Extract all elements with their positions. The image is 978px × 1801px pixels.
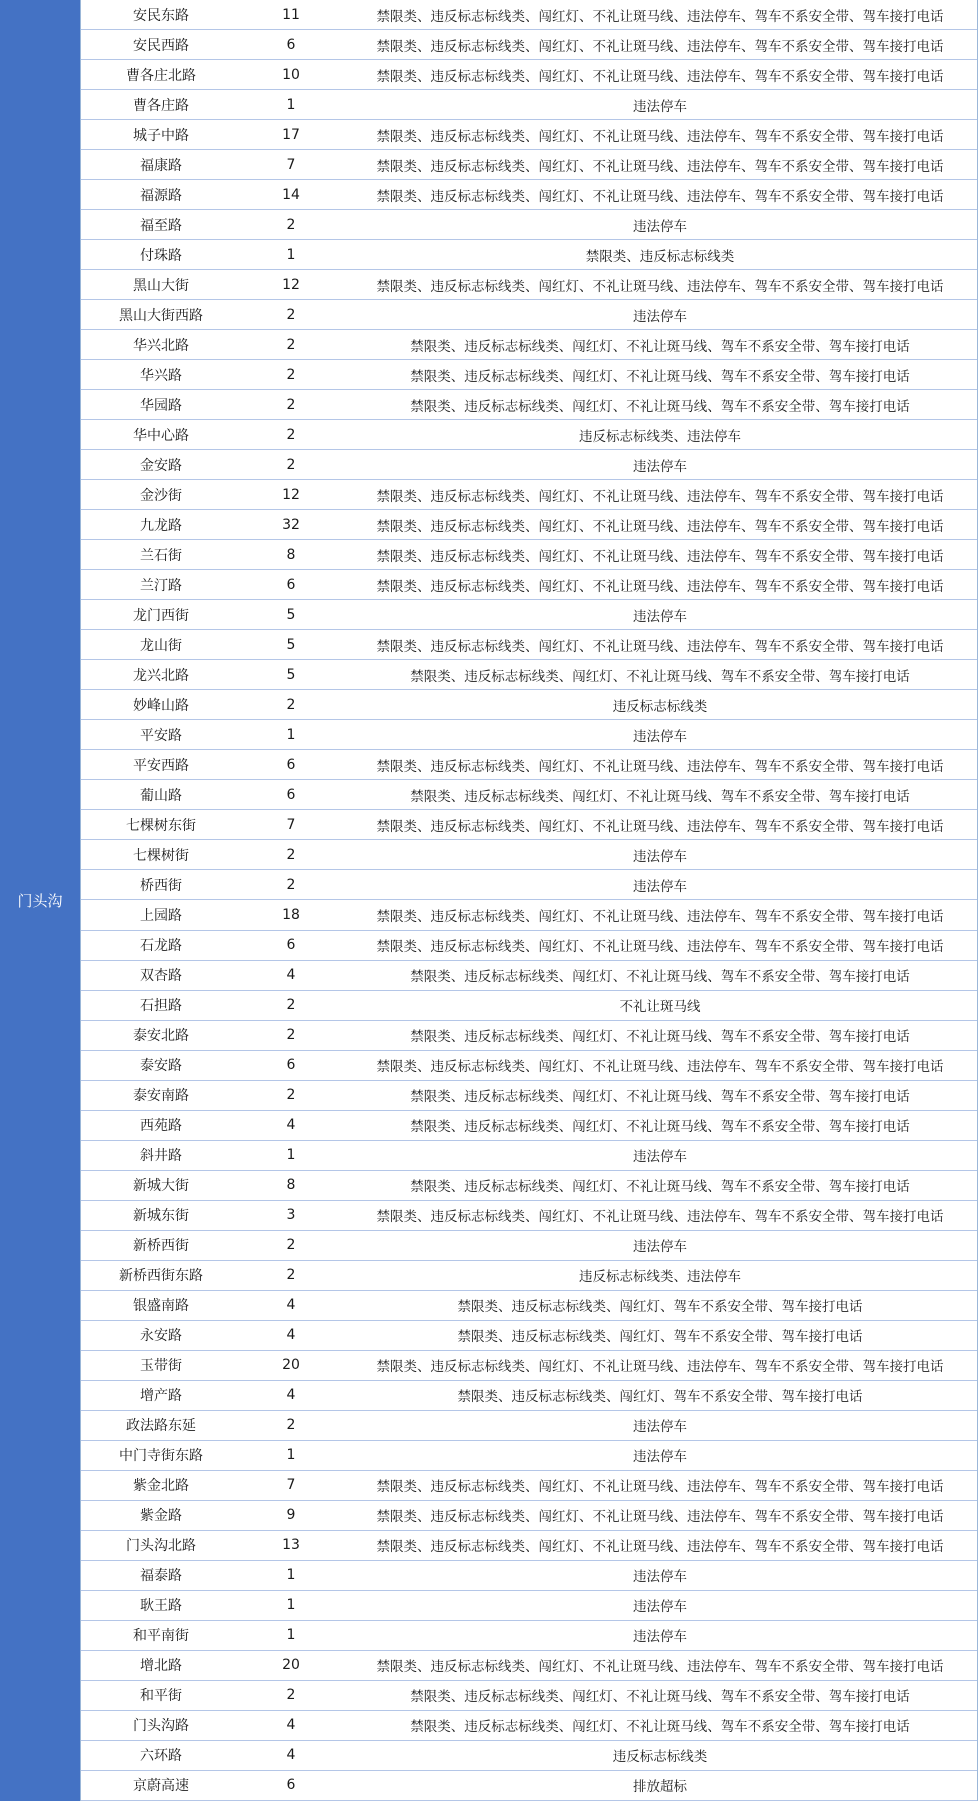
road-cell: 龙山街: [140, 637, 182, 654]
table-row: [81, 810, 977, 840]
count-cell: 10: [282, 66, 300, 83]
violation-types-cell: 禁限类、违反标志标线类、闯红灯、不礼让斑马线、驾车不系安全带、驾车接打电话: [410, 1179, 910, 1196]
count-cell: 6: [286, 786, 296, 803]
table-row: [81, 570, 977, 600]
road-cell: 龙门西街: [133, 607, 189, 624]
violation-types-cell: 禁限类、违反标志标线类: [585, 248, 735, 265]
violation-types-cell: 禁限类、违反标志标线类、闯红灯、不礼让斑马线、驾车不系安全带、驾车接打电话: [410, 969, 910, 986]
violation-types-cell: 禁限类、违反标志标线类、闯红灯、不礼让斑马线、违法停车、驾车不系安全带、驾车接打电话: [376, 8, 944, 25]
district-cell: [0, 0, 80, 1801]
count-cell: 6: [286, 36, 296, 53]
table-row: [81, 480, 977, 510]
violation-types-cell: 违反标志标线类: [612, 698, 708, 715]
table-row: [81, 961, 977, 991]
table-row: [81, 120, 977, 150]
road-cell: 新城东街: [133, 1208, 189, 1225]
table-row: [81, 1261, 977, 1291]
count-cell: 2: [286, 1267, 296, 1284]
violation-types-cell: 禁限类、违反标志标线类、闯红灯、不礼让斑马线、驾车不系安全带、驾车接打电话: [410, 1119, 910, 1136]
table-row: [81, 720, 977, 750]
violation-types-cell: 禁限类、违反标志标线类、闯红灯、不礼让斑马线、违法停车、驾车不系安全带、驾车接打电话: [376, 1479, 944, 1496]
road-cell: 增产路: [140, 1388, 182, 1405]
road-cell: 金沙街: [140, 487, 182, 504]
road-cell: 门头沟北路: [126, 1538, 196, 1555]
table-row: [81, 390, 977, 420]
road-cell: 金安路: [140, 457, 182, 474]
violation-types-cell: 违法停车: [633, 1419, 687, 1436]
table-row: [81, 1471, 977, 1501]
violation-types-cell: 禁限类、违反标志标线类、闯红灯、不礼让斑马线、违法停车、驾车不系安全带、驾车接打电话: [376, 1509, 944, 1526]
violation-types-cell: 禁限类、违反标志标线类、闯红灯、不礼让斑马线、驾车不系安全带、驾车接打电话: [410, 1719, 910, 1736]
road-cell: 福源路: [140, 187, 182, 204]
violation-types-cell: 违法停车: [633, 1239, 687, 1256]
violation-types-cell: 禁限类、违反标志标线类、闯红灯、不礼让斑马线、驾车不系安全带、驾车接打电话: [410, 1089, 910, 1106]
violation-types-cell: 违反标志标线类、违法停车: [579, 428, 741, 445]
violation-types-cell: 禁限类、违反标志标线类、闯红灯、不礼让斑马线、违法停车、驾车不系安全带、驾车接打电话: [376, 68, 944, 85]
table-row: [81, 1501, 977, 1531]
violation-types-cell: 违法停车: [633, 1629, 687, 1646]
count-cell: 4: [286, 1717, 296, 1734]
table-row: [81, 931, 977, 961]
count-cell: 4: [286, 1297, 296, 1314]
violation-types-cell: 禁限类、违反标志标线类、闯红灯、不礼让斑马线、违法停车、驾车不系安全带、驾车接打电话: [376, 818, 944, 835]
count-cell: 1: [286, 1627, 296, 1644]
count-cell: 4: [286, 1387, 296, 1404]
count-cell: 7: [286, 156, 296, 173]
road-cell: 双杏路: [140, 968, 182, 985]
count-cell: 1: [286, 1447, 296, 1464]
road-cell: 石龙路: [140, 938, 182, 955]
violation-types-cell: 禁限类、违反标志标线类、闯红灯、不礼让斑马线、驾车不系安全带、驾车接打电话: [410, 1689, 910, 1706]
table-row: [81, 180, 977, 210]
count-cell: 20: [282, 1657, 300, 1674]
table-row: [81, 60, 977, 90]
table-row: [81, 270, 977, 300]
table-row: [81, 360, 977, 390]
road-cell: 新城大街: [133, 1178, 189, 1195]
road-cell: 增北路: [140, 1658, 182, 1675]
road-cell: 华兴北路: [133, 337, 189, 354]
road-cell: 门头沟路: [133, 1718, 189, 1735]
violation-types-cell: 禁限类、违反标志标线类、闯红灯、驾车不系安全带、驾车接打电话: [457, 1329, 863, 1346]
table-row: [81, 901, 977, 931]
count-cell: 6: [286, 576, 296, 593]
table-row: [81, 420, 977, 450]
table-row: [81, 1231, 977, 1261]
table-row: [81, 1291, 977, 1321]
table-row: [81, 1381, 977, 1411]
table-row: [81, 1591, 977, 1621]
road-cell: 平安西路: [133, 757, 189, 774]
road-cell: 妙峰山路: [133, 697, 189, 714]
road-cell: 泰安南路: [133, 1088, 189, 1105]
count-cell: 4: [286, 967, 296, 984]
table-row: [81, 660, 977, 690]
violation-types-cell: 违反标志标线类、违法停车: [579, 1269, 741, 1286]
violation-types-cell: 违法停车: [633, 308, 687, 325]
table-row: [81, 330, 977, 360]
table-row: [81, 1771, 977, 1801]
road-cell: 福至路: [140, 217, 182, 234]
violation-types-cell: 违法停车: [633, 1569, 687, 1586]
table-row: [81, 1711, 977, 1741]
count-cell: 4: [286, 1117, 296, 1134]
count-cell: 2: [286, 1087, 296, 1104]
count-cell: 5: [286, 636, 296, 653]
road-cell: 西苑路: [140, 1118, 182, 1135]
road-cell: 石担路: [140, 998, 182, 1015]
count-cell: 7: [286, 1477, 296, 1494]
count-cell: 2: [286, 306, 296, 323]
violation-types-cell: 禁限类、违反标志标线类、闯红灯、不礼让斑马线、违法停车、驾车不系安全带、驾车接打电话: [376, 1539, 944, 1556]
table-row: [81, 630, 977, 660]
count-cell: 8: [286, 1177, 296, 1194]
road-cell: 安民西路: [133, 37, 189, 54]
road-cell: 银盛南路: [133, 1298, 189, 1315]
road-cell: 九龙路: [140, 517, 182, 534]
table-row: [81, 1441, 977, 1471]
table-row: [81, 750, 977, 780]
violation-types-cell: 禁限类、违反标志标线类、闯红灯、驾车不系安全带、驾车接打电话: [457, 1299, 863, 1316]
violation-types-cell: 禁限类、违反标志标线类、闯红灯、不礼让斑马线、违法停车、驾车不系安全带、驾车接打电话: [376, 758, 944, 775]
count-cell: 9: [286, 1507, 296, 1524]
district-label: 门头沟: [17, 892, 63, 910]
violation-types-cell: 违法停车: [633, 848, 687, 865]
table-row: [81, 1561, 977, 1591]
table-row: [81, 1111, 977, 1141]
table-row: [81, 240, 977, 270]
road-cell: 六环路: [140, 1748, 182, 1765]
table-row: [81, 600, 977, 630]
road-cell: 政法路东延: [126, 1418, 196, 1435]
count-cell: 2: [286, 366, 296, 383]
violation-types-cell: 禁限类、违反标志标线类、闯红灯、不礼让斑马线、驾车不系安全带、驾车接打电话: [410, 788, 910, 805]
violation-types-cell: 禁限类、违反标志标线类、闯红灯、不礼让斑马线、违法停车、驾车不系安全带、驾车接打电话: [376, 638, 944, 655]
count-cell: 2: [286, 1417, 296, 1434]
road-cell: 福泰路: [140, 1568, 182, 1585]
road-cell: 兰汀路: [140, 577, 182, 594]
road-cell: 和平南街: [133, 1628, 189, 1645]
table-row: [81, 1081, 977, 1111]
violation-types-cell: 违法停车: [633, 728, 687, 745]
violation-types-cell: 禁限类、违反标志标线类、闯红灯、不礼让斑马线、违法停车、驾车不系安全带、驾车接打电话: [376, 38, 944, 55]
violation-types-cell: 禁限类、违反标志标线类、闯红灯、不礼让斑马线、违法停车、驾车不系安全带、驾车接打电话: [376, 188, 944, 205]
road-cell: 泰安北路: [133, 1028, 189, 1045]
table-row: [81, 1201, 977, 1231]
table-row: [81, 1621, 977, 1651]
count-cell: 2: [286, 336, 296, 353]
count-cell: 2: [286, 997, 296, 1014]
road-cell: 城子中路: [133, 127, 189, 144]
violation-types-cell: 违法停车: [633, 878, 687, 895]
count-cell: 6: [286, 756, 296, 773]
road-cell: 和平街: [140, 1688, 182, 1705]
road-cell: 七棵树东街: [126, 817, 196, 834]
count-cell: 7: [286, 816, 296, 833]
violation-types-cell: 禁限类、违反标志标线类、闯红灯、不礼让斑马线、违法停车、驾车不系安全带、驾车接打电话: [376, 278, 944, 295]
table-row: [81, 690, 977, 720]
violation-types-cell: 禁限类、违反标志标线类、闯红灯、不礼让斑马线、违法停车、驾车不系安全带、驾车接打电话: [376, 548, 944, 565]
road-cell: 中门寺街东路: [119, 1448, 203, 1465]
count-cell: 6: [286, 1777, 296, 1794]
table-row: [81, 0, 977, 30]
violation-types-cell: 禁限类、违反标志标线类、闯红灯、不礼让斑马线、违法停车、驾车不系安全带、驾车接打电话: [376, 1209, 944, 1226]
table-row: [81, 780, 977, 810]
violation-types-cell: 禁限类、违反标志标线类、闯红灯、驾车不系安全带、驾车接打电话: [457, 1389, 863, 1406]
violation-types-cell: 禁限类、违反标志标线类、闯红灯、不礼让斑马线、违法停车、驾车不系安全带、驾车接打电话: [376, 158, 944, 175]
count-cell: 1: [286, 1567, 296, 1584]
road-cell: 付珠路: [140, 247, 182, 264]
count-cell: 2: [286, 396, 296, 413]
count-cell: 8: [286, 546, 296, 563]
count-cell: 32: [282, 516, 300, 533]
road-cell: 泰安路: [140, 1058, 182, 1075]
violation-types-cell: 禁限类、违反标志标线类、闯红灯、不礼让斑马线、驾车不系安全带、驾车接打电话: [410, 398, 910, 415]
road-cell: 平安路: [140, 727, 182, 744]
road-cell: 安民东路: [133, 7, 189, 24]
table-row: [81, 870, 977, 900]
count-cell: 6: [286, 1057, 296, 1074]
road-cell: 桥西街: [140, 877, 182, 894]
table-row: [81, 300, 977, 330]
table-row: [81, 150, 977, 180]
violation-types-cell: 禁限类、违反标志标线类、闯红灯、不礼让斑马线、违法停车、驾车不系安全带、驾车接打电话: [376, 939, 944, 956]
violation-types-cell: 禁限类、违反标志标线类、闯红灯、不礼让斑马线、违法停车、驾车不系安全带、驾车接打电话: [376, 518, 944, 535]
road-cell: 紫金北路: [133, 1478, 189, 1495]
table-row: [81, 1531, 977, 1561]
count-cell: 13: [282, 1537, 300, 1554]
road-cell: 龙兴北路: [133, 667, 189, 684]
road-cell: 曹各庄路: [133, 97, 189, 114]
count-cell: 17: [282, 126, 300, 143]
violation-types-cell: 违法停车: [633, 1599, 687, 1616]
count-cell: 1: [286, 96, 296, 113]
violation-types-cell: 禁限类、违反标志标线类、闯红灯、不礼让斑马线、违法停车、驾车不系安全带、驾车接打电话: [376, 1359, 944, 1376]
count-cell: 2: [286, 696, 296, 713]
violation-types-cell: 禁限类、违反标志标线类、闯红灯、不礼让斑马线、违法停车、驾车不系安全带、驾车接打电话: [376, 488, 944, 505]
road-cell: 京蔚高速: [133, 1778, 189, 1795]
count-cell: 4: [286, 1327, 296, 1344]
road-cell: 华园路: [140, 397, 182, 414]
count-cell: 2: [286, 846, 296, 863]
road-cell: 玉带街: [140, 1358, 182, 1375]
table-row: [81, 1681, 977, 1711]
table-row: [81, 540, 977, 570]
count-cell: 2: [286, 456, 296, 473]
road-cell: 新桥西街东路: [119, 1268, 203, 1285]
violation-types-cell: 违反标志标线类: [612, 1749, 708, 1766]
table-row: [81, 90, 977, 120]
road-cell: 紫金路: [140, 1508, 182, 1525]
count-cell: 2: [286, 216, 296, 233]
table-row: [81, 1321, 977, 1351]
count-cell: 14: [282, 186, 300, 203]
table-row: [81, 210, 977, 240]
table-row: [81, 840, 977, 870]
table-row: [81, 1741, 977, 1771]
table-row: [81, 30, 977, 60]
table-row: [81, 991, 977, 1021]
violation-types-cell: 禁限类、违反标志标线类、闯红灯、不礼让斑马线、违法停车、驾车不系安全带、驾车接打电话: [376, 1059, 944, 1076]
road-cell: 新桥西街: [133, 1238, 189, 1255]
table-row: [81, 1171, 977, 1201]
violation-types-cell: 违法停车: [633, 218, 687, 235]
table-row: [81, 450, 977, 480]
violation-types-cell: 不礼让斑马线: [619, 999, 701, 1016]
table-row: [81, 1141, 977, 1171]
road-cell: 永安路: [140, 1328, 182, 1345]
violation-types-cell: 禁限类、违反标志标线类、闯红灯、不礼让斑马线、驾车不系安全带、驾车接打电话: [410, 338, 910, 355]
table-row: [81, 1411, 977, 1441]
count-cell: 20: [282, 1357, 300, 1374]
count-cell: 1: [286, 246, 296, 263]
count-cell: 1: [286, 726, 296, 743]
road-cell: 曹各庄北路: [126, 67, 196, 84]
violation-types-cell: 违法停车: [633, 608, 687, 625]
road-cell: 华中心路: [133, 427, 189, 444]
violation-types-cell: 禁限类、违反标志标线类、闯红灯、不礼让斑马线、违法停车、驾车不系安全带、驾车接打电话: [376, 909, 944, 925]
road-cell: 斜井路: [140, 1148, 182, 1165]
violation-types-cell: 禁限类、违反标志标线类、闯红灯、不礼让斑马线、违法停车、驾车不系安全带、驾车接打电话: [376, 1659, 944, 1676]
count-cell: 1: [286, 1147, 296, 1164]
count-cell: 2: [286, 1687, 296, 1704]
violation-types-cell: 违法停车: [633, 458, 687, 475]
table-row: [81, 1651, 977, 1681]
count-cell: 2: [286, 426, 296, 443]
count-cell: 2: [286, 1027, 296, 1044]
count-cell: 12: [282, 486, 300, 503]
count-cell: 6: [286, 937, 296, 954]
road-cell: 七棵树街: [133, 847, 189, 864]
road-cell: 葡山路: [140, 787, 182, 804]
count-cell: 2: [286, 876, 296, 893]
road-cell: 黑山大街西路: [119, 307, 203, 324]
road-cell: 黑山大街: [133, 277, 189, 294]
count-cell: 3: [286, 1207, 296, 1224]
violation-types-cell: 排放超标: [633, 1779, 687, 1796]
road-cell: 耿王路: [140, 1598, 182, 1615]
violation-types-cell: 禁限类、违反标志标线类、闯红灯、不礼让斑马线、违法停车、驾车不系安全带、驾车接打电话: [376, 578, 944, 595]
count-cell: 18: [282, 907, 300, 923]
violation-types-cell: 禁限类、违反标志标线类、闯红灯、不礼让斑马线、违法停车、驾车不系安全带、驾车接打电话: [376, 128, 944, 145]
count-cell: 4: [286, 1747, 296, 1764]
violation-types-cell: 禁限类、违反标志标线类、闯红灯、不礼让斑马线、驾车不系安全带、驾车接打电话: [410, 368, 910, 385]
count-cell: 1: [286, 1597, 296, 1614]
violation-types-cell: 违法停车: [633, 1449, 687, 1466]
road-cell: 兰石街: [140, 547, 182, 564]
count-cell: 12: [282, 276, 300, 293]
count-cell: 5: [286, 606, 296, 623]
table-row: [81, 1051, 977, 1081]
road-cell: 华兴路: [140, 367, 182, 384]
road-cell: 上园路: [140, 908, 182, 924]
violation-types-cell: 违法停车: [633, 1149, 687, 1166]
count-cell: 5: [286, 666, 296, 683]
violation-types-cell: 违法停车: [633, 98, 687, 115]
table-body: [80, 0, 978, 1801]
road-cell: 福康路: [140, 157, 182, 174]
count-cell: 2: [286, 1237, 296, 1254]
table-row: [81, 1021, 977, 1051]
violation-types-cell: 禁限类、违反标志标线类、闯红灯、不礼让斑马线、驾车不系安全带、驾车接打电话: [410, 668, 910, 685]
count-cell: 11: [282, 6, 300, 23]
table-row: [81, 510, 977, 540]
table-row: [81, 1351, 977, 1381]
violation-types-cell: 禁限类、违反标志标线类、闯红灯、不礼让斑马线、驾车不系安全带、驾车接打电话: [410, 1029, 910, 1046]
